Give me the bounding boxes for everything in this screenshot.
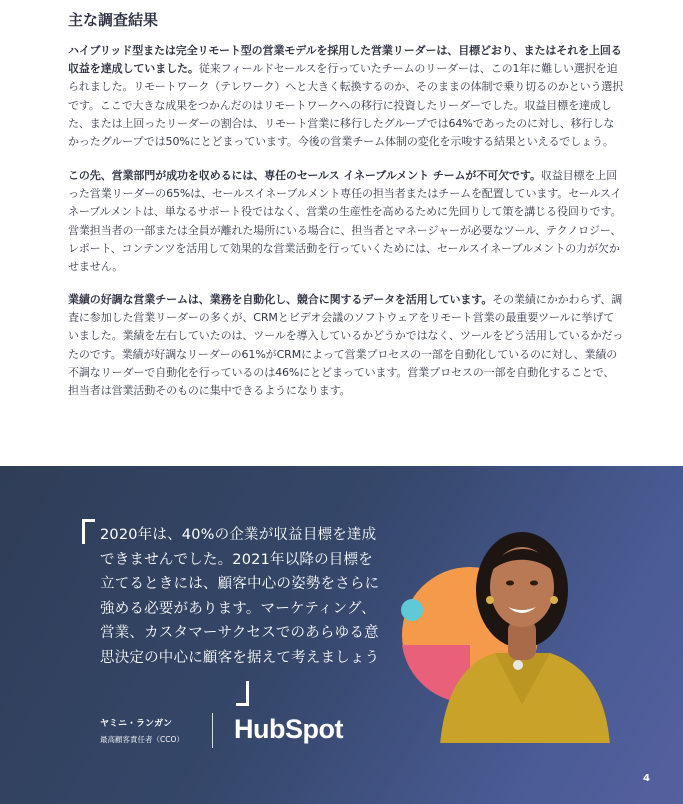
speaker-title: 最高顧客責任者（CCO） [100, 735, 184, 744]
finding-lead-2: この先、営業部門が成功を収めるには、専任のセールス イネーブルメント チームが不可欠です。 [68, 169, 541, 182]
finding-body-1: 従来フィールドセールスを行っていたチームのリーダーは、この1年に難しい選択を迫られました。リモートワーク（テレワーク）へと大きく転換するのか、そのままの体制で乗り切るのかという選択です。ここで大きな成果をつかんだのはリモートワークへの移行に投資したリーダーでした。収益目標を達成した、または上回ったリーダーの割合は、リモート営業に移行したグループでは64%であったのに対し、移行しなかったグループでは50%にとどまっています。今後の営業チーム体制の変化を示唆する結果といえるでしょう。 [68, 62, 624, 149]
finding-body-2: 収益目標を上回った営業リーダーの65%は、セールスイネーブルメント専任の担当者またはチームを配置しています。セールスイネーブルメントは、単なるサポート役ではなく、営業の生産性を高めるために先回りして策を講じる役回りです。営業担当者の一部または全員が離れた場所にいる場合に、担当者とマネージャーが必要なツール、テクノロジー、レポート、コンテンツを活用して効果的な営業活動を行っていくためには、セールスイネーブルメントの力が欠かせません。 [68, 169, 622, 274]
finding-lead-3: 業績の好調な営業チームは、業務を自動化し、競合に関するデータを活用しています。 [68, 293, 493, 306]
speaker-photo [400, 515, 630, 745]
speaker-name: ヤミニ・ランガン [100, 719, 173, 729]
teal-dot-shape [401, 599, 423, 621]
page-number: 4 [643, 773, 650, 784]
finding-paragraph-1 [68, 42, 625, 151]
finding-paragraph-3 [68, 291, 625, 400]
quote-open-bracket-icon [82, 519, 95, 544]
quote-text: 2020年は、40%の企業が収益目標を達成できませんでした。2021年以降の目標を立てるときには、顧客中心の姿勢をさらに強める必要があります。マーケティング、営業、カスタマーサクセスでのあらゆる意思決定の中心に顧客を据えて考えましょう [100, 527, 380, 666]
hubspot-logo: HubSpot [234, 714, 343, 744]
section-heading: 主な調査結果 [68, 11, 159, 29]
speaker-divider [212, 713, 213, 748]
finding-lead-1: ハイブリッド型または完全リモート型の営業モデルを採用した営業リーダーは、目標どおり、またはそれを上回る収益を達成していました。 [68, 44, 622, 76]
finding-body-3: その業績にかかわらず、調査に参加した営業リーダーの多くが、CRMとビデオ会議のソフトウェアをリモート営業の最重要ツールに挙げていました。業績を左右していたのは、ツールを導入しているかどうかではなく、ツールをどう活用しているかだったのです。業績が好調なリーダーの61%がCRMによって営業プロセスの一部を自動化しているのに対し、業績の不調なリーダーで自動化を行っているのは46%にとどまっています。営業プロセスの一部を自動化することで、担当者は営業活動そのものに集中できるようになります。 [68, 293, 624, 398]
finding-paragraph-2 [68, 167, 625, 276]
quote-close-bracket-icon [236, 681, 249, 706]
